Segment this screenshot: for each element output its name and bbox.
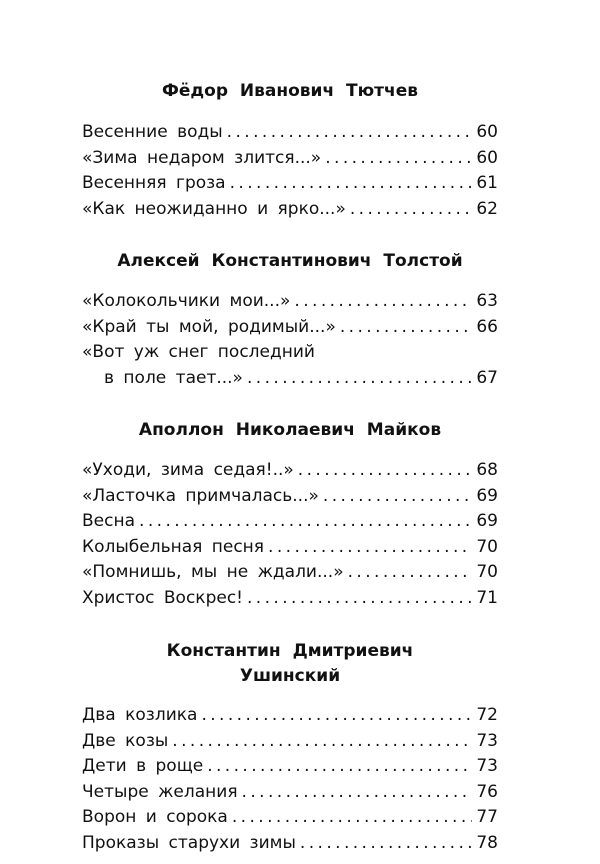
entry-title: «Уходи, зима седая!..» bbox=[82, 460, 294, 480]
entry-page-number: 73 bbox=[476, 756, 498, 776]
author-heading-line1: Константин Дмитриевич bbox=[166, 641, 414, 661]
entry-title: в поле тает...» bbox=[104, 367, 243, 388]
entry-page-number: 78 bbox=[476, 832, 498, 853]
entry-page-number: 77 bbox=[476, 807, 498, 827]
toc-entry[interactable] bbox=[82, 729, 498, 755]
entry-title: Два козлика bbox=[82, 705, 198, 725]
dot-leader bbox=[348, 560, 472, 586]
toc-entry[interactable] bbox=[82, 509, 498, 535]
dot-leader bbox=[325, 146, 472, 172]
entry-title: Колыбельная песня bbox=[82, 536, 265, 557]
toc-section-ushinsky bbox=[82, 639, 498, 856]
dot-leader bbox=[323, 484, 472, 510]
dot-leader bbox=[300, 831, 472, 857]
dot-leader bbox=[247, 366, 472, 392]
entry-page-number: 69 bbox=[476, 485, 498, 506]
toc-entry[interactable] bbox=[82, 805, 498, 831]
dot-leader bbox=[350, 197, 472, 223]
toc-entry[interactable] bbox=[82, 780, 498, 806]
dot-leader bbox=[230, 171, 472, 197]
entry-page-number: 71 bbox=[476, 587, 498, 608]
author-heading: Аполлон Николаевич Майков bbox=[138, 420, 442, 440]
entry-page-number: 60 bbox=[476, 122, 498, 142]
entry-title: «Как неожиданно и ярко...» bbox=[82, 198, 346, 219]
entry-list bbox=[82, 458, 498, 611]
toc-section-tolstoy bbox=[82, 249, 498, 391]
toc-section-tyutchev bbox=[82, 79, 498, 222]
toc-entry[interactable] bbox=[82, 484, 498, 510]
entry-page-number: 70 bbox=[476, 562, 498, 582]
dot-leader bbox=[227, 120, 472, 146]
toc-entry[interactable] bbox=[82, 366, 498, 392]
entry-page-number: 61 bbox=[476, 173, 498, 193]
dot-leader bbox=[139, 509, 472, 535]
entry-list bbox=[82, 120, 498, 222]
dot-leader bbox=[207, 754, 472, 780]
dot-leader bbox=[172, 729, 472, 755]
dot-leader bbox=[232, 805, 472, 831]
toc-entry[interactable] bbox=[82, 754, 498, 780]
entry-title: «Край ты мой, родимый...» bbox=[82, 316, 336, 337]
entry-title: Весна bbox=[82, 511, 136, 531]
author-heading: Алексей Константинович Толстой bbox=[117, 251, 463, 271]
entry-title: «Ласточка примчалась...» bbox=[82, 485, 319, 506]
entry-title: Весенняя гроза bbox=[82, 173, 226, 193]
entry-title: «Колокольчики мои...» bbox=[82, 291, 291, 311]
dot-leader bbox=[298, 458, 472, 484]
toc-entry[interactable] bbox=[82, 171, 498, 197]
entry-page-number: 67 bbox=[476, 367, 498, 388]
entry-title: «Помнишь, мы не ждали...» bbox=[82, 562, 344, 582]
entry-page-number: 76 bbox=[476, 781, 498, 802]
entry-list bbox=[82, 703, 498, 856]
entry-title-line1[interactable]: «Вот уж снег последний bbox=[82, 342, 315, 362]
dot-leader bbox=[268, 535, 472, 561]
entry-title: «Зима недаром злится...» bbox=[82, 147, 322, 168]
dot-leader bbox=[294, 289, 472, 315]
dot-leader bbox=[340, 315, 472, 341]
toc-entry[interactable] bbox=[82, 703, 498, 729]
toc-entry[interactable] bbox=[82, 560, 498, 586]
entry-title: Проказы старухи зимы bbox=[82, 832, 296, 853]
toc-entry[interactable] bbox=[82, 120, 498, 146]
entry-page-number: 62 bbox=[476, 198, 498, 219]
author-heading-line2: Ушинский bbox=[239, 666, 341, 686]
toc-entry[interactable] bbox=[82, 146, 498, 172]
toc-entry[interactable] bbox=[82, 586, 498, 612]
dot-leader bbox=[201, 703, 472, 729]
entry-page-number: 66 bbox=[476, 316, 498, 337]
entry-title: Христос Воскрес! bbox=[82, 587, 243, 608]
author-heading: Фёдор Иванович Тютчев bbox=[162, 81, 418, 101]
entry-page-number: 73 bbox=[476, 730, 498, 751]
entry-title: Ворон и сорока bbox=[82, 807, 228, 827]
entry-title: Четыре желания bbox=[82, 781, 238, 802]
dot-leader bbox=[242, 780, 472, 806]
entry-title: Две козы bbox=[82, 730, 169, 751]
dot-leader bbox=[247, 586, 472, 612]
toc-entry[interactable] bbox=[82, 289, 498, 315]
entry-page-number: 68 bbox=[476, 460, 498, 480]
entry-title: Дети в роще bbox=[82, 756, 204, 776]
entry-page-number: 63 bbox=[476, 291, 498, 311]
entry-page-number: 70 bbox=[476, 536, 498, 557]
toc-entry[interactable] bbox=[82, 535, 498, 561]
toc-entry[interactable] bbox=[82, 197, 498, 223]
entry-page-number: 72 bbox=[476, 705, 498, 725]
toc-entry[interactable] bbox=[82, 831, 498, 857]
toc-entry[interactable] bbox=[82, 458, 498, 484]
entry-title: Весенние воды bbox=[82, 122, 223, 142]
toc-section-maykov bbox=[82, 418, 498, 611]
toc-entry[interactable] bbox=[82, 315, 498, 341]
entry-page-number: 60 bbox=[476, 147, 498, 168]
entry-list bbox=[82, 289, 498, 391]
entry-page-number: 69 bbox=[476, 511, 498, 531]
